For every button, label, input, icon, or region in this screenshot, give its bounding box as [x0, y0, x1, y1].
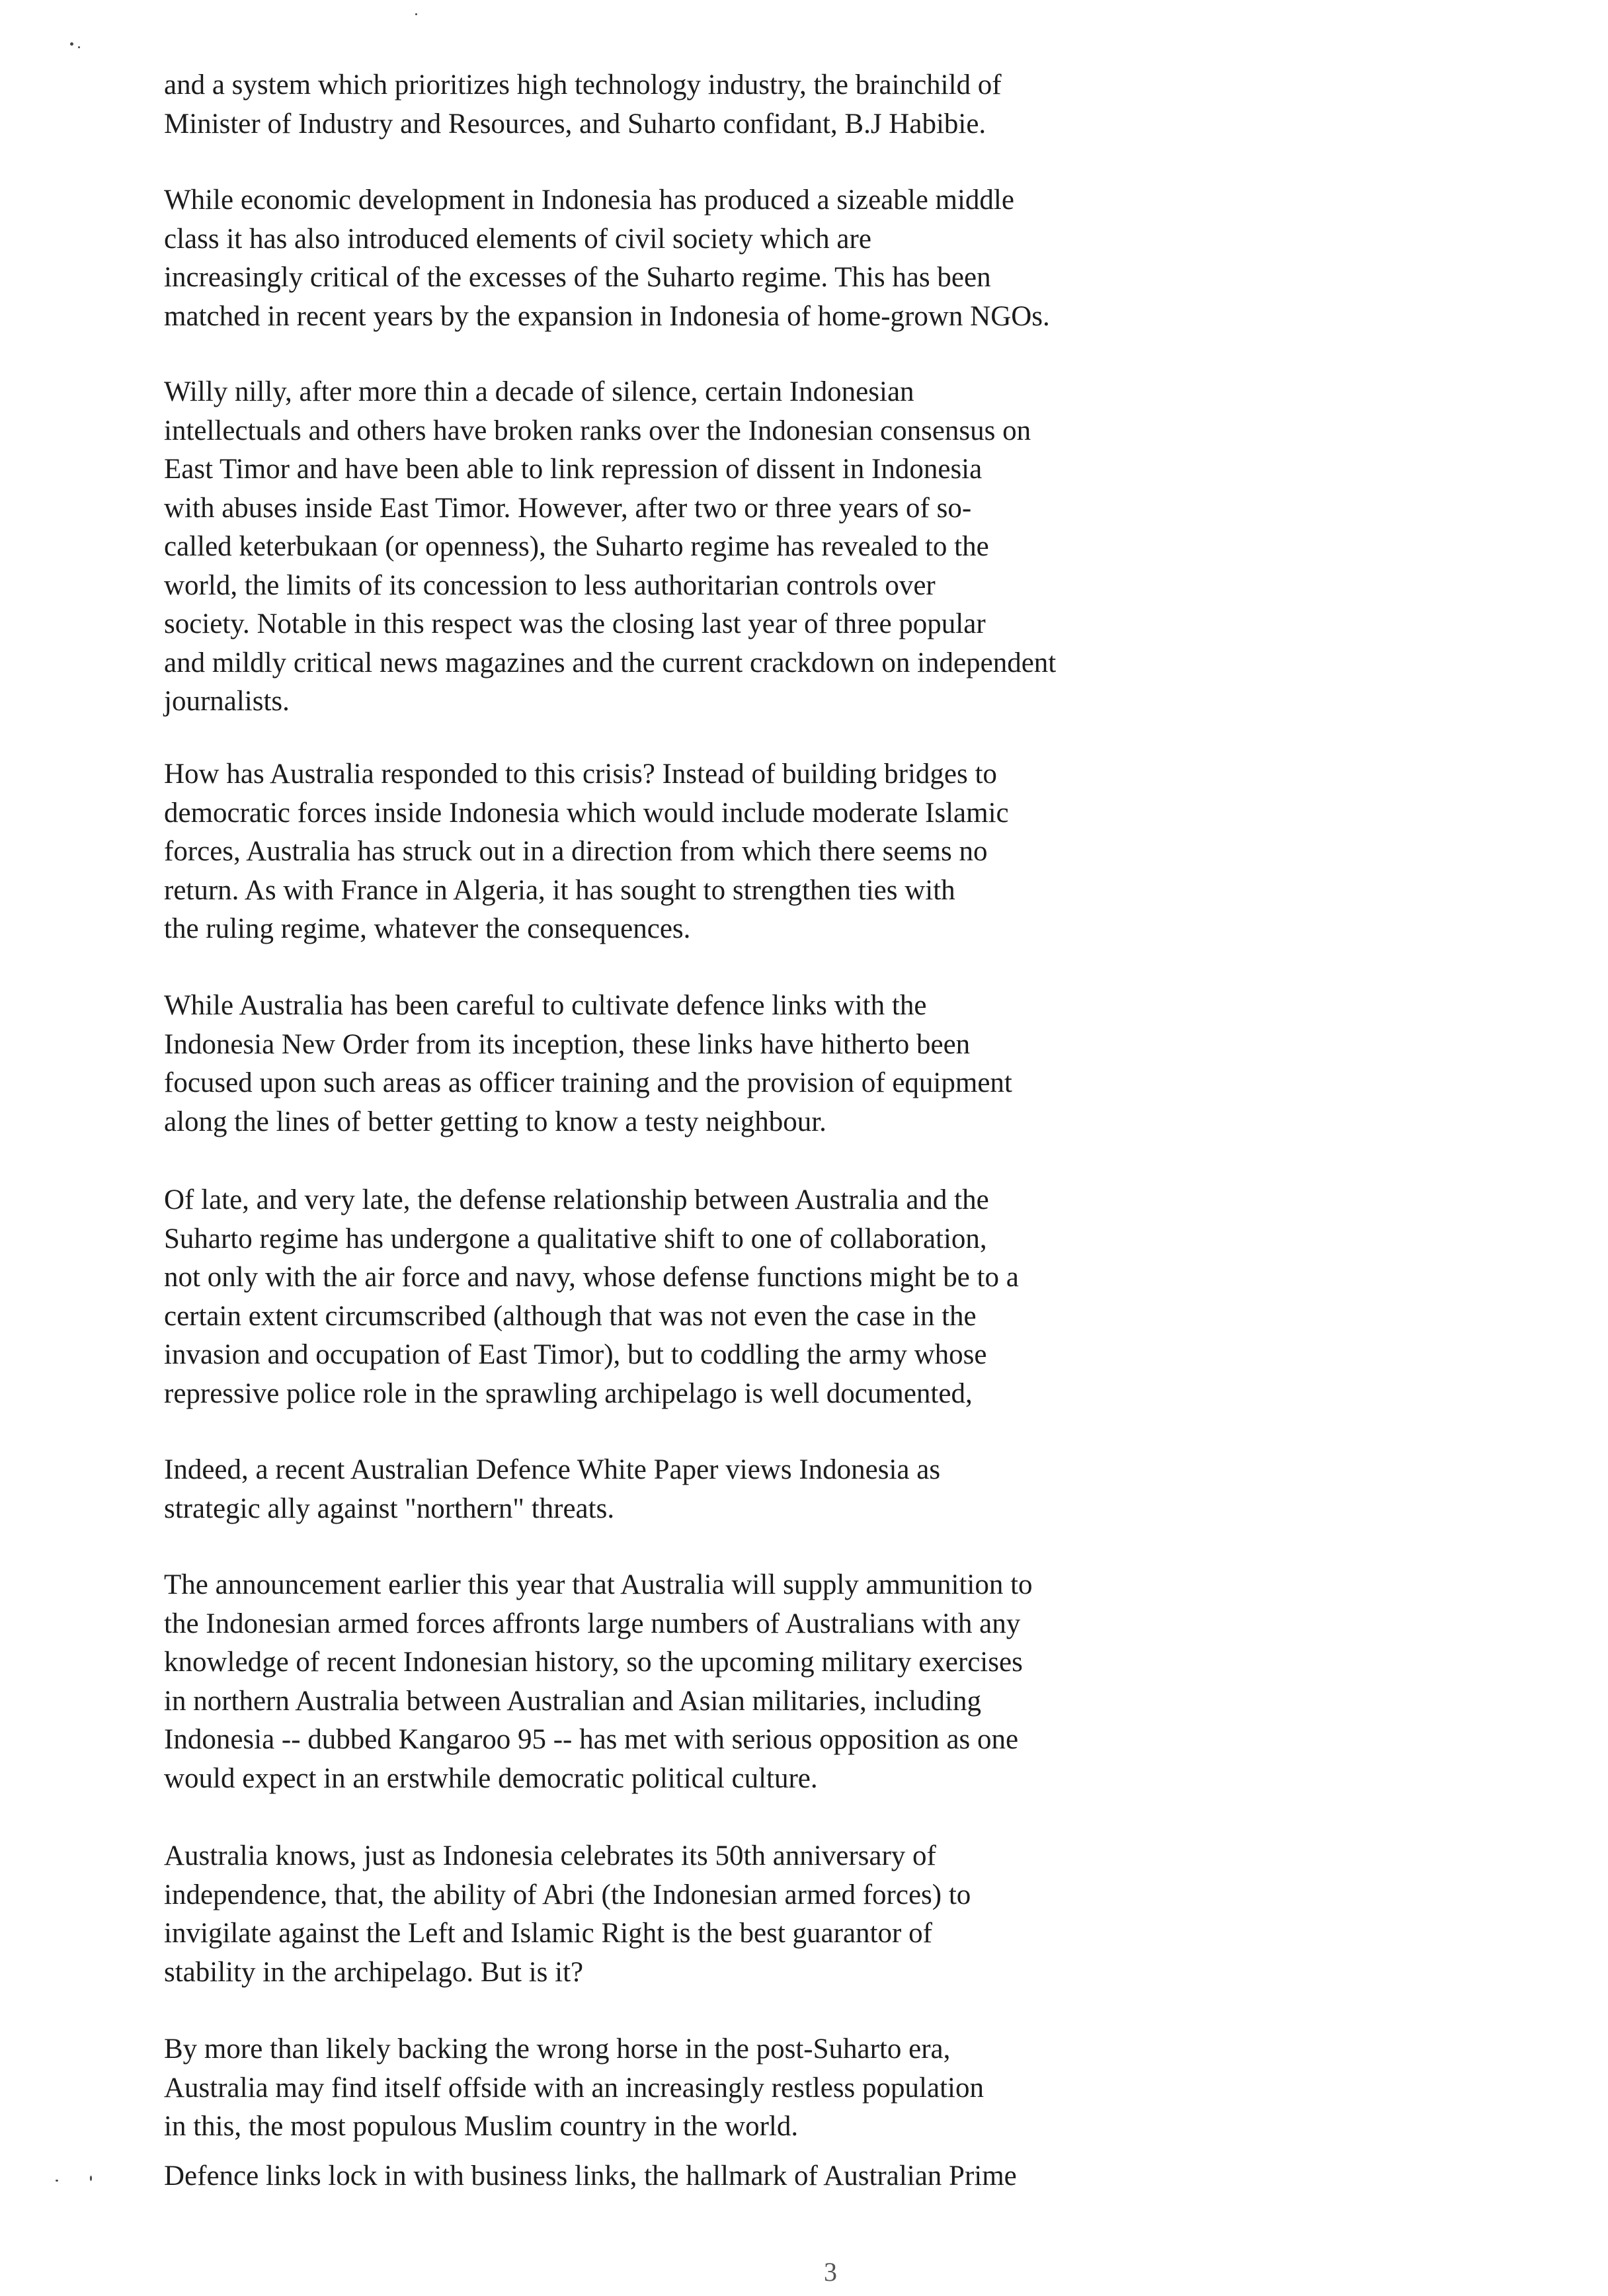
- text-line: increasingly critical of the excesses of the Suharto regime. This has been: [164, 262, 991, 293]
- text-line: Indonesia -- dubbed Kangaroo 95 -- has met with serious opposition as one: [164, 1724, 1019, 1755]
- text-line: How has Australia responded to this crisis? Instead of building bridges to: [164, 758, 997, 790]
- text-line: The announcement earlier this year that Australia will supply ammunition to: [164, 1569, 1033, 1600]
- text-line: strategic ally against "northern" threats.: [164, 1493, 615, 1524]
- text-line: Australia may find itself offside with an increasingly restless population: [164, 2072, 984, 2104]
- text-line: class it has also introduced elements of civil society which are: [164, 223, 871, 255]
- text-line: invasion and occupation of East Timor), but to coddling the army whose: [164, 1339, 987, 1370]
- text-line: journalists.: [164, 686, 290, 717]
- text-line: democratic forces inside Indonesia which would include moderate Islamic: [164, 797, 1009, 829]
- text-line: forces, Australia has struck out in a direction from which there seems no: [164, 836, 988, 867]
- paragraph: [164, 66, 1486, 144]
- text-line: Defence links lock in with business links, the hallmark of Australian Prime: [164, 2160, 1017, 2192]
- paragraph: [164, 1566, 1486, 1798]
- text-line: independence, that, the ability of Abri (the Indonesian armed forces) to: [164, 1879, 971, 1910]
- text-line: While Australia has been careful to cultivate defence links with the: [164, 990, 927, 1021]
- paragraph: [164, 181, 1486, 336]
- text-line: and mildly critical news magazines and the current crackdown on independent: [164, 647, 1057, 678]
- paragraph: [164, 373, 1486, 721]
- text-line: world, the limits of its concession to less authoritarian controls over: [164, 569, 936, 601]
- text-line: and a system which prioritizes high technology industry, the brainchild of: [164, 69, 1002, 101]
- scan-speck: [70, 42, 73, 46]
- text-line: in this, the most populous Muslim country in the world.: [164, 2111, 799, 2142]
- text-line: in northern Australia between Australian and Asian militaries, including: [164, 1685, 981, 1717]
- text-line: Minister of Industry and Resources, and Suharto confidant, B.J Habibie.: [164, 108, 986, 140]
- paragraph: [164, 755, 1486, 949]
- scan-speck: [415, 13, 417, 15]
- text-line: society. Notable in this respect was the closing last year of three popular: [164, 608, 986, 639]
- text-line: focused upon such areas as officer training and the provision of equipment: [164, 1067, 1012, 1098]
- text-line: Willy nilly, after more thin a decade of silence, certain Indonesian: [164, 376, 914, 407]
- scan-speck: [78, 46, 80, 48]
- text-line: matched in recent years by the expansion in Indonesia of home-grown NGOs.: [164, 300, 1050, 332]
- text-line: While economic development in Indonesia has produced a sizeable middle: [164, 184, 1014, 216]
- text-line: East Timor and have been able to link repression of dissent in Indonesia: [164, 454, 983, 485]
- text-line: would expect in an erstwhile democratic political culture.: [164, 1762, 818, 1794]
- paragraph: [164, 1837, 1486, 1992]
- text-line: intellectuals and others have broken ranks over the Indonesian consensus on: [164, 415, 1031, 446]
- text-line: Indeed, a recent Australian Defence White Paper views Indonesia as: [164, 1454, 941, 1485]
- text-line: return. As with France in Algeria, it has sought to strengthen ties with: [164, 874, 955, 906]
- text-line: repressive police role in the sprawling archipelago is well documented,: [164, 1377, 973, 1409]
- paragraph: [164, 1451, 1486, 1528]
- text-line: the ruling regime, whatever the consequences.: [164, 913, 691, 944]
- text-line: called keterbukaan (or openness), the Suharto regime has revealed to the: [164, 531, 989, 562]
- paragraph: [164, 1181, 1486, 1413]
- text-line: certain extent circumscribed (although that was not even the case in the: [164, 1300, 977, 1332]
- scan-speck: [56, 2180, 58, 2182]
- page-number: 3: [824, 2257, 837, 2287]
- text-line: with abuses inside East Timor. However, after two or three years of so-: [164, 492, 972, 524]
- text-line: the Indonesian armed forces affronts large numbers of Australians with any: [164, 1608, 1021, 1639]
- text-line: Indonesia New Order from its inception, these links have hitherto been: [164, 1028, 971, 1060]
- text-line: Australia knows, just as Indonesia celebrates its 50th anniversary of: [164, 1840, 936, 1871]
- text-line: invigilate against the Left and Islamic Right is the best guarantor of: [164, 1918, 932, 1949]
- text-line: knowledge of recent Indonesian history, so the upcoming military exercises: [164, 1647, 1023, 1678]
- text-line: stability in the archipelago. But is it?: [164, 1956, 584, 1988]
- text-line: not only with the air force and navy, whose defense functions might be to a: [164, 1262, 1019, 1293]
- text-line: Suharto regime has undergone a qualitative shift to one of collaboration,: [164, 1223, 987, 1254]
- paragraph: [164, 2157, 1486, 2196]
- paragraph: [164, 987, 1486, 1141]
- scan-speck: [90, 2176, 92, 2181]
- text-line: Of late, and very late, the defense relationship between Australia and the: [164, 1184, 989, 1215]
- text-line: By more than likely backing the wrong horse in the post-Suharto era,: [164, 2033, 951, 2065]
- paragraph: [164, 2030, 1486, 2147]
- text-line: along the lines of better getting to know a testy neighbour.: [164, 1106, 826, 1137]
